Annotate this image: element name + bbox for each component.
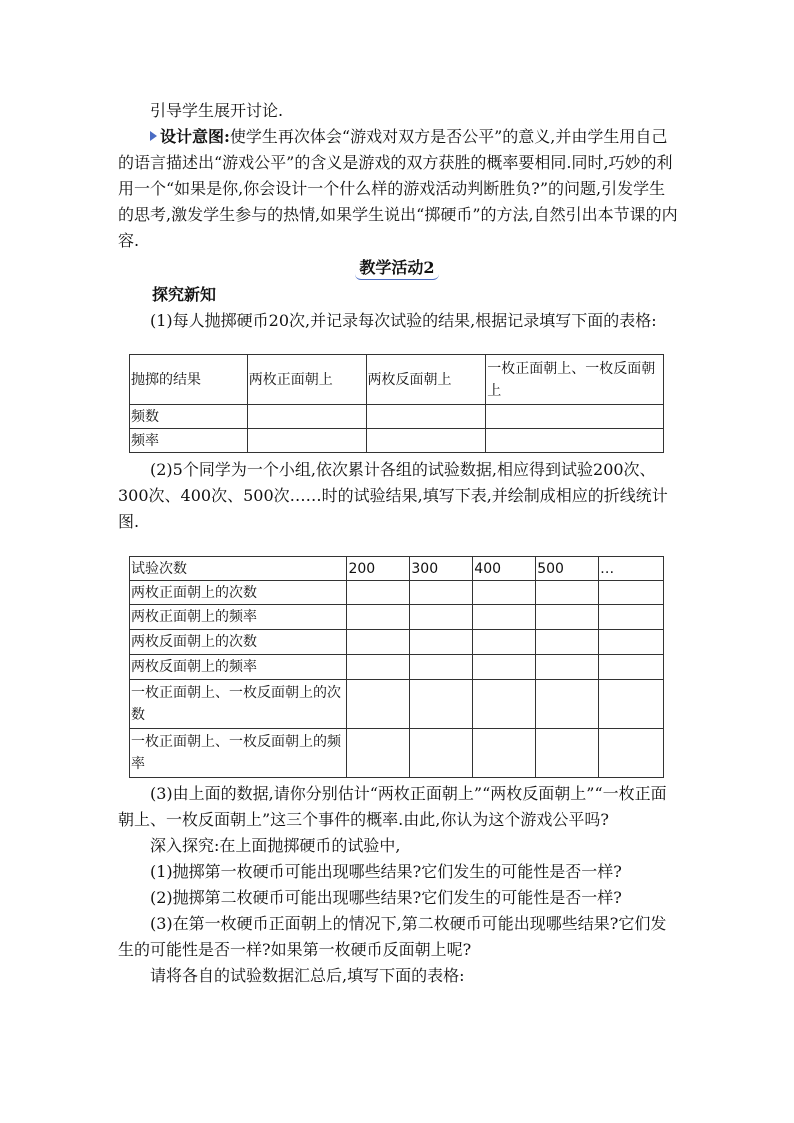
table-row bbox=[130, 605, 664, 630]
trials-table-header bbox=[130, 557, 664, 581]
empty-cell bbox=[410, 655, 473, 680]
activity-title: 教学活动2 bbox=[355, 257, 438, 280]
triangle-marker-icon bbox=[150, 131, 157, 141]
empty-cell bbox=[347, 581, 410, 605]
empty-cell bbox=[347, 729, 410, 778]
deep-question-2: (2)抛掷第二枚硬币可能出现哪些结果?它们发生的可能性是否一样? bbox=[150, 888, 622, 907]
deep-explore-intro: 深入探究:在上面抛掷硬币的试验中, bbox=[150, 836, 401, 855]
table-row bbox=[130, 630, 664, 655]
empty-cell bbox=[473, 729, 536, 778]
row-label: 频率 bbox=[130, 429, 248, 453]
trials-header-cell: 200 bbox=[347, 557, 410, 581]
row-label: 两枚正面朝上的频率 bbox=[130, 605, 347, 630]
empty-cell bbox=[536, 729, 599, 778]
empty-cell bbox=[473, 630, 536, 655]
design-intent-text: 使学生再次体会“游戏对双方是否公平”的意义,并由学生用自己的语言描述出“游戏公平”的含义是游戏的双方获胜的概率要相同.同时,巧妙的利用一个“如果是你,你会设计一个什么样的游戏活动判断胜负?”的问题,引发学生的思考,激发学生参与的热情,如果学生说出“掷硬币”的方法,自然引出本节课的内容. bbox=[118, 127, 678, 250]
row-label: 频数 bbox=[130, 405, 248, 429]
design-intent-paragraph bbox=[118, 124, 678, 254]
empty-cell bbox=[599, 630, 664, 655]
empty-cell bbox=[410, 605, 473, 630]
empty-cell bbox=[410, 581, 473, 605]
empty-cell bbox=[366, 405, 486, 429]
empty-cell bbox=[473, 655, 536, 680]
table-row bbox=[130, 729, 664, 778]
row-label: 一枚正面朝上、一枚反面朝上的次数 bbox=[130, 680, 347, 729]
question-2: (2)5个同学为一个小组,依次累计各组的试验数据,相应得到试验200次、300次、400次、500次……时的试验结果,填写下表,并绘制成相应的折线统计图. bbox=[118, 460, 668, 531]
empty-cell bbox=[347, 630, 410, 655]
results-header-cell: 两枚反面朝上 bbox=[366, 355, 486, 405]
empty-cell bbox=[473, 581, 536, 605]
empty-cell bbox=[536, 680, 599, 729]
results-table-header bbox=[130, 355, 664, 405]
table-row bbox=[130, 429, 664, 453]
empty-cell bbox=[347, 680, 410, 729]
empty-cell bbox=[599, 680, 664, 729]
empty-cell bbox=[599, 729, 664, 778]
trials-header-cell: 试验次数 bbox=[130, 557, 347, 581]
empty-cell bbox=[599, 655, 664, 680]
row-label: 两枚正面朝上的次数 bbox=[130, 581, 347, 605]
trials-header-cell: 400 bbox=[473, 557, 536, 581]
trials-table bbox=[129, 556, 664, 778]
row-label: 两枚反面朝上的频率 bbox=[130, 655, 347, 680]
deep-question-3: (3)在第一枚硬币正面朝上的情况下,第二枚硬币可能出现哪些结果?它们发生的可能性是否一样?如果第一枚硬币反面朝上呢? bbox=[118, 914, 667, 959]
trials-header-cell: 500 bbox=[536, 557, 599, 581]
empty-cell bbox=[536, 605, 599, 630]
empty-cell bbox=[473, 605, 536, 630]
row-label: 两枚反面朝上的次数 bbox=[130, 630, 347, 655]
explore-heading: 探究新知 bbox=[152, 285, 217, 304]
empty-cell bbox=[486, 405, 664, 429]
table-row bbox=[130, 655, 664, 680]
empty-cell bbox=[247, 429, 366, 453]
empty-cell bbox=[599, 605, 664, 630]
results-header-cell: 抛掷的结果 bbox=[130, 355, 248, 405]
empty-cell bbox=[347, 605, 410, 630]
empty-cell bbox=[599, 581, 664, 605]
trials-header-cell: … bbox=[599, 557, 664, 581]
empty-cell bbox=[536, 630, 599, 655]
empty-cell bbox=[410, 729, 473, 778]
empty-cell bbox=[486, 429, 664, 453]
empty-cell bbox=[410, 680, 473, 729]
question-3: (3)由上面的数据,请你分别估计“两枚正面朝上”“两枚反面朝上”“一枚正面朝上、一枚反面朝上”这三个事件的概率.由此,你认为这个游戏公平吗? bbox=[118, 784, 667, 829]
trials-header-cell: 300 bbox=[410, 557, 473, 581]
empty-cell bbox=[366, 429, 486, 453]
activity-heading bbox=[0, 255, 794, 281]
empty-cell bbox=[536, 655, 599, 680]
empty-cell bbox=[410, 630, 473, 655]
deep-question-1: (1)抛掷第一枚硬币可能出现哪些结果?它们发生的可能性是否一样? bbox=[150, 862, 622, 881]
question-1: (1)每人抛掷硬币20次,并记录每次试验的结果,根据记录填写下面的表格: bbox=[150, 311, 657, 330]
empty-cell bbox=[347, 655, 410, 680]
table-row bbox=[130, 405, 664, 429]
results-header-cell: 两枚正面朝上 bbox=[247, 355, 366, 405]
row-label: 一枚正面朝上、一枚反面朝上的频率 bbox=[130, 729, 347, 778]
empty-cell bbox=[247, 405, 366, 429]
results-table bbox=[129, 354, 664, 453]
design-intent-label: 设计意图: bbox=[160, 127, 230, 146]
final-instruction: 请将各自的试验数据汇总后,填写下面的表格: bbox=[150, 966, 465, 985]
empty-cell bbox=[536, 581, 599, 605]
intro-paragraph: 引导学生展开讨论. bbox=[150, 101, 284, 120]
table-row bbox=[130, 581, 664, 605]
results-header-cell: 一枚正面朝上、一枚反面朝上 bbox=[486, 355, 664, 405]
table-row bbox=[130, 680, 664, 729]
empty-cell bbox=[473, 680, 536, 729]
